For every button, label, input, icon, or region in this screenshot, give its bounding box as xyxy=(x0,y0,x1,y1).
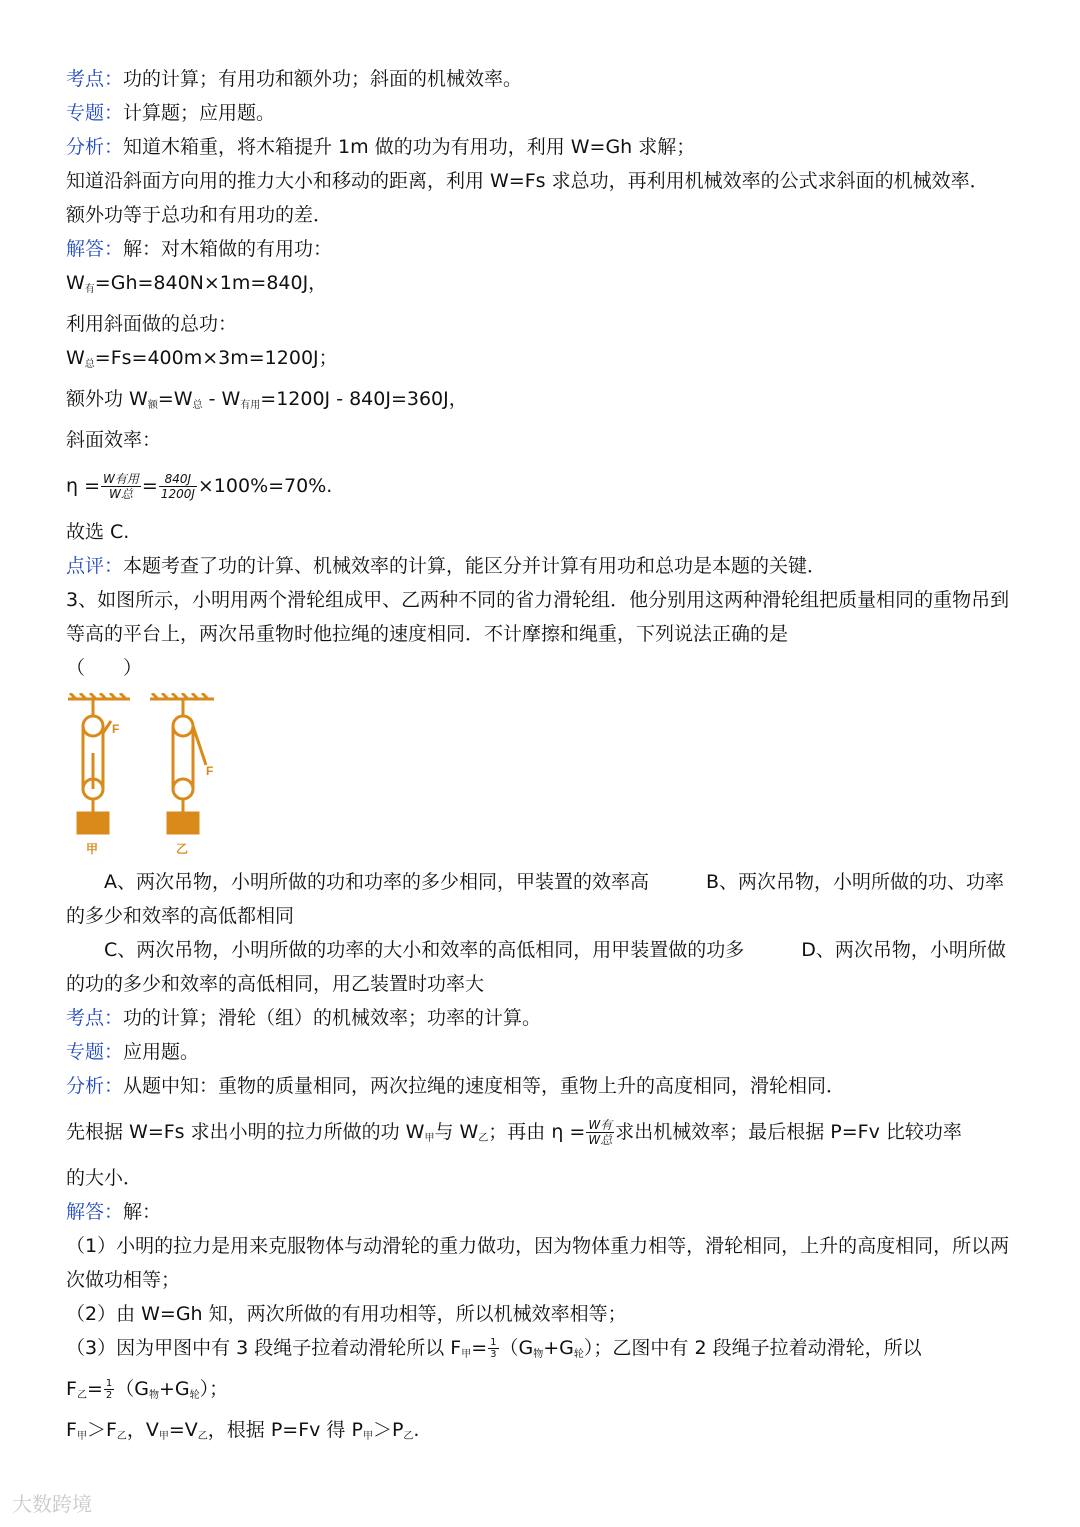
option-d: D、两次吊物，小明所做的功的多少和效率的高低相同，用乙装置时功率大 xyxy=(66,939,1006,995)
sub: 轮 xyxy=(573,1349,584,1360)
fraction-denominator: W总 xyxy=(588,1133,613,1147)
p3-text: （G xyxy=(499,1337,534,1359)
sub: 轮 xyxy=(189,1390,200,1401)
p3-text: ）；乙图中有 2 段绳子拉着动滑轮，所以 xyxy=(583,1337,922,1359)
watermark: 大数跨境 xyxy=(12,1492,92,1516)
eta-symbol: η = xyxy=(551,1121,586,1143)
q3-jieda-1: 解： xyxy=(123,1201,162,1223)
extra-sub: 总 xyxy=(192,400,203,411)
fraction-numerator: W有用 xyxy=(103,472,139,486)
p5-text: F xyxy=(66,1419,77,1441)
p5-text: . xyxy=(413,1419,420,1441)
q3-fenxi-1: 从题中知：重物的质量相同，两次拉绳的速度相等，重物上升的高度相同，滑轮相同． xyxy=(123,1075,846,1097)
fraction-numerator: 1 xyxy=(105,1378,113,1389)
q3-kaodian-line xyxy=(66,1001,1016,1035)
fenxi-label: 分析： xyxy=(66,1075,124,1097)
extra-sub: 额 xyxy=(147,400,158,411)
q2-useful-work-line xyxy=(66,266,1016,307)
q2-zhuanti-line xyxy=(66,96,1016,130)
fixed-pulley-jia xyxy=(83,716,103,736)
q2-fenxi-2: 知道沿斜面方向用的推力大小和移动的距离，利用 W=Fs 求总功，再利用机械效率的公式求斜面的机械效率． xyxy=(66,170,989,192)
p4-text: +G xyxy=(158,1378,190,1400)
fenxi-text: 与 W xyxy=(434,1121,479,1143)
p3-text: +G xyxy=(543,1337,574,1359)
fraction xyxy=(488,1337,498,1360)
label-yi: 乙 xyxy=(176,842,189,856)
sub: 乙 xyxy=(76,1390,87,1401)
p5-text: ＞F xyxy=(86,1419,117,1441)
extra-end: =1200J - 840J=360J， xyxy=(260,388,468,410)
q3-blank: （ ） xyxy=(66,657,143,679)
dianping-label: 点评： xyxy=(66,555,124,577)
movable-pulley-yi xyxy=(173,779,193,799)
q2-total-label: 利用斜面做的总功： xyxy=(66,313,238,335)
q3-p3 xyxy=(66,1331,1016,1372)
eta-symbol: η = xyxy=(66,475,101,497)
q2-extra-work-line xyxy=(66,382,1016,423)
fenxi-text: 先根据 W=Fs 求出小明的拉力所做的功 W xyxy=(66,1121,425,1143)
fenxi-text: 求出机械效率；最后根据 P=Fv 比较功率 xyxy=(615,1121,962,1143)
p5-text: ，根据 P=Fv 得 P xyxy=(207,1419,363,1441)
sub: 甲 xyxy=(424,1133,435,1144)
q3-stem: 3、如图所示，小明用两个滑轮组成甲、乙两种不同的省力滑轮组．他分别用这两种滑轮组把质量相同的重物吊到等高的平台上，两次吊重物时他拉绳的速度相同．不计摩擦和绳重，下列说法正确的是 xyxy=(66,589,1010,645)
eff-end: ×100%=70%. xyxy=(197,475,333,497)
label-jia: 甲 xyxy=(86,842,99,856)
q2-jieda-line xyxy=(66,232,1016,266)
option-c: C、两次吊物，小明所做的功率的大小和效率的高低相同，用甲装置做的功多 xyxy=(104,939,745,961)
p5-text: =V xyxy=(168,1419,198,1441)
fraction-numerator: W有 xyxy=(588,1118,613,1132)
sub: 甲 xyxy=(158,1431,169,1442)
fraction-denominator: 2 xyxy=(105,1390,113,1401)
q2-dianping-line xyxy=(66,549,1016,583)
fraction xyxy=(159,472,197,501)
fenxi-label: 分析： xyxy=(66,136,124,158)
sub: 甲 xyxy=(362,1431,373,1442)
weight-jia xyxy=(78,813,108,833)
q3-zhuanti: 应用题。 xyxy=(123,1041,200,1063)
q2-fenxi-line xyxy=(66,130,1016,164)
extra-pre: 额外功 W xyxy=(66,388,148,410)
option-a: A、两次吊物，小明所做的功和功率的多少相同，甲装置的效率高 xyxy=(104,871,649,893)
q3-fenxi-3: 的大小． xyxy=(66,1167,143,1189)
weight-yi xyxy=(168,813,198,833)
extra-mid2: - W xyxy=(202,388,241,410)
q3-p1: （1）小明的拉力是用来克服物体与动滑轮的重力做功，因为物体重力相等，滑轮相同，上升的高度相同，所以两次做功相等； xyxy=(66,1235,1010,1291)
fixed-pulley-yi xyxy=(173,716,193,736)
p5-text: ，V xyxy=(126,1419,159,1441)
w-symbol: W xyxy=(66,347,85,369)
q2-fenxi-1: 知道木箱重，将木箱提升 1m 做的功为有用功，利用 W=Gh 求解； xyxy=(123,136,696,158)
q3-options-ab xyxy=(66,865,1016,933)
fraction xyxy=(104,1378,114,1401)
q3-fenxi-2 xyxy=(66,1103,1016,1161)
force-label-yi: F xyxy=(206,764,214,778)
p3-eq: = xyxy=(471,1337,488,1359)
sub: 乙 xyxy=(197,1431,208,1442)
force-label-jia: F xyxy=(112,722,120,736)
pulley-diagram xyxy=(66,693,236,863)
p4-text: F xyxy=(66,1378,77,1400)
extra-mid: =W xyxy=(157,388,193,410)
kaodian-label: 考点： xyxy=(66,68,124,90)
option-b: B、两次吊物，小明所做的功、功率的多少和效率的高低都相同 xyxy=(66,871,1005,927)
q2-total-work-line xyxy=(66,341,1016,382)
q3-kaodian: 功的计算；滑轮（组）的机械效率；功率的计算。 xyxy=(123,1007,542,1029)
fraction xyxy=(101,472,141,501)
q3-zhuanti-line xyxy=(66,1035,1016,1069)
p3-text: （3）因为甲图中有 3 段绳子拉着动滑轮所以 F xyxy=(66,1337,462,1359)
zhuanti-label: 专题： xyxy=(66,102,124,124)
p5-text: ＞P xyxy=(372,1419,404,1441)
q3-jieda-line xyxy=(66,1195,1016,1229)
w-sub: 有 xyxy=(84,284,95,295)
p4-text: ）； xyxy=(199,1378,229,1400)
sub: 甲 xyxy=(76,1431,87,1442)
q2-kaodian-line xyxy=(66,62,1016,96)
zhuanti-label: 专题： xyxy=(66,1041,124,1063)
pulley-figure xyxy=(66,693,1016,863)
q2-zhuanti-text: 计算题；应用题。 xyxy=(123,102,276,124)
q3-p4 xyxy=(66,1372,1016,1413)
fraction xyxy=(586,1118,614,1147)
sub: 物 xyxy=(533,1349,544,1360)
w-sub: 总 xyxy=(84,359,95,370)
extra-sub: 有用 xyxy=(240,400,261,411)
p4-eq: = xyxy=(86,1378,103,1400)
kaodian-label: 考点： xyxy=(66,1007,124,1029)
p4-text: （G xyxy=(115,1378,149,1400)
sub: 乙 xyxy=(478,1133,489,1144)
jieda-label: 解答： xyxy=(66,1201,124,1223)
w-symbol: W xyxy=(66,272,85,294)
sub: 乙 xyxy=(403,1431,414,1442)
q2-answer: 故选 C. xyxy=(66,521,130,543)
q2-dianping: 本题考查了功的计算、机械效率的计算，能区分并计算有用功和总功是本题的关键． xyxy=(123,555,827,577)
q3-p5 xyxy=(66,1413,1016,1454)
q2-fenxi-3: 额外功等于总功和有用功的差． xyxy=(66,204,333,226)
fraction-denominator: 3 xyxy=(490,1349,497,1360)
q3-p2: （2）由 W=Gh 知，两次所做的有用功相等，所以机械效率相等； xyxy=(66,1303,627,1325)
fraction-numerator: 1 xyxy=(490,1337,497,1348)
q2-jieda-1: 解：对木箱做的有用功： xyxy=(123,238,333,260)
total-work-expr: =Fs=400m×3m=1200J； xyxy=(94,347,338,369)
useful-work-expr: =Gh=840N×1m=840J， xyxy=(94,272,328,294)
fraction-denominator: W总 xyxy=(109,487,133,501)
q3-options-cd xyxy=(66,933,1016,1001)
q2-eff-label: 斜面效率： xyxy=(66,429,162,451)
q2-eff-formula: η = $\frac{\text{W有用}}{\text{W总}}$ = $\frac{840J}{1200J}$ ×100%=70%. xyxy=(66,472,333,501)
q2-kaodian-text: 功的计算；有用功和额外功；斜面的机械效率。 xyxy=(123,68,523,90)
fenxi-text: ；再由 xyxy=(488,1121,546,1143)
sub: 甲 xyxy=(461,1349,472,1360)
fraction-numerator: 840J xyxy=(159,472,197,487)
sub: 乙 xyxy=(116,1431,127,1442)
document-page xyxy=(66,62,1016,1454)
fraction-denominator: 1200J xyxy=(160,487,195,501)
sub: 物 xyxy=(148,1390,159,1401)
jieda-label: 解答： xyxy=(66,238,124,260)
q3-fenxi-line xyxy=(66,1069,1016,1103)
